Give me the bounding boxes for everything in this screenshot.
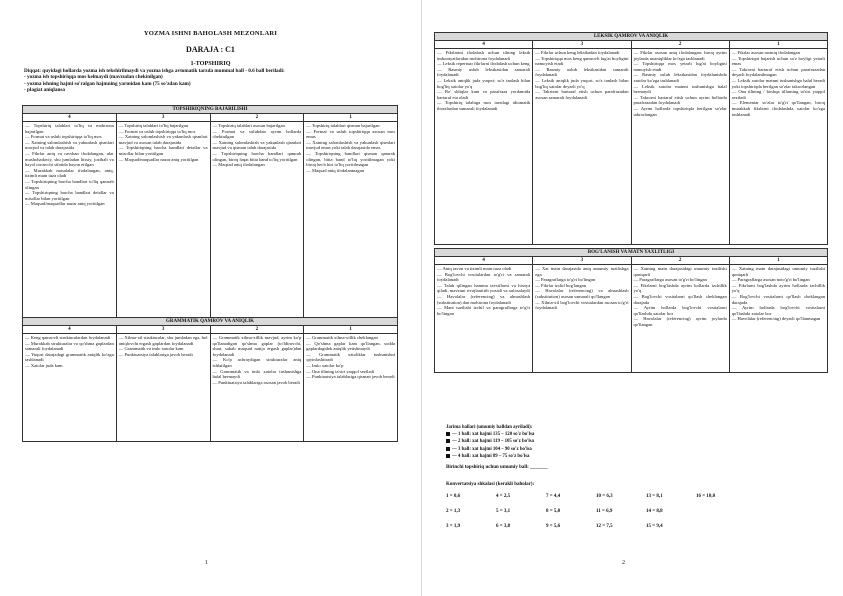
bullet-square-icon xyxy=(446,432,450,436)
criterion-item: — Murakkab masalalar ifodalangan, aniq, tizimli matn tuza oladi xyxy=(25,167,114,179)
criterion-item: — Elementar so'zlar to'g'ri qo'llangan, biroq murakkab fikrlarni ifodalashda xatolar ko'zga tashlanadi xyxy=(731,100,825,117)
criterion-item: — Topshiriq talablari qisman bajarilgan xyxy=(306,123,380,128)
criteria-cell xyxy=(304,122,398,322)
criterion-item: — Format va uslub topshiriqqa to'liq mos xyxy=(118,128,196,134)
score-column-header: 2 xyxy=(631,257,729,265)
criterion-item: — Fikrlar asosan aniq ifodalangan: biroq ayrim joylarda noaniqliklar ko'zga tashlanadi xyxy=(633,50,727,61)
criteria-cell xyxy=(23,122,117,322)
score-column-header: 2 xyxy=(210,114,304,122)
page-number: 2 xyxy=(622,560,625,566)
score-column-header: 1 xyxy=(304,114,398,122)
score-column-header: 3 xyxy=(533,41,631,49)
criterion-item: — Grammatik xilma-xillik mavjud, ayrim ko'p qo'llanadigan qo'shma gaplar (to'ldiruvchi, shart, sabab maqsad natija ergash gaplar)dan foydalanadi xyxy=(212,335,302,357)
criterion-item: — Mant tuzilishi izchil va paragraflarga to'g'ri bo'lingan xyxy=(437,305,531,316)
bullet-square-icon xyxy=(446,454,450,458)
conversion-entry: 7 = 4,4 xyxy=(546,494,561,499)
criterion-item: — Ayrim hollarda bog'lovchi vositalarni qo'llashda xatolar bor xyxy=(633,305,727,316)
table-heading: LEKSIK QAMROV VA ANIQLIK xyxy=(435,33,828,41)
conversion-entry: 13 = 8,1 xyxy=(646,494,663,499)
criterion-item: — Xatning matn darajasidagi umumiy tuzilishi qoniqarli xyxy=(633,266,727,277)
criterion-item: — Xatning salomlashish va yakunlash qismlari mavjud emas yoki talab darajasida emas xyxy=(306,139,395,151)
criteria-cell xyxy=(210,334,304,442)
document-page-1 xyxy=(0,0,421,596)
criterion-item: — Yuqori darajadagi grammatik aniqlik ko'zga tashlanadi xyxy=(25,351,114,363)
criterion-item: — Format va uslub topshiriqqa asosan mos emas xyxy=(306,128,395,140)
conversion-entry: 1 = 0,6 xyxy=(446,494,461,499)
penalty-item: — 1 ball: xat hajmi 135 – 120 so'z bo'lsa xyxy=(446,431,534,438)
conversion-entry: 6 = 3,8 xyxy=(496,524,511,529)
conversion-entry: 10 = 6,3 xyxy=(596,494,613,499)
criterion-item: — Bog'lovchi vositalarni qo'llash cheklangan darajada xyxy=(731,293,825,305)
table-heading: GRAMMATIK QAMROV VA ANIQLIK xyxy=(23,318,398,326)
criterion-item: — Qo'shma gaplar kam qo'llangan, sodda gaplardagidek aniqlik yetishmaydi xyxy=(306,340,395,352)
criterion-item: — Punktuatsiya talablariga javob beradi xyxy=(118,351,193,357)
criterion-item: — Ayrim hollarda bog'lovchi vositalarni qo'llashda xatolar bor xyxy=(731,305,825,316)
criterion-item: — Fikrlar uchun keng leksikadan foydalanadi xyxy=(535,50,620,55)
conversion-entry: 16 = 10,0 xyxy=(696,494,716,499)
criterion-item: — Topshiriqning barcha bandlari detallar va misollar bilan yoritilgan xyxy=(118,145,208,156)
criterion-item: — Ayrim hollarda topshiriqda berilgan so'zlar takrorlangan xyxy=(633,105,727,117)
criteria-cell xyxy=(435,49,533,245)
criterion-item: — Xatning salomlashish va yakunlash qismlari mavjud va qisman talab darajasida xyxy=(212,139,302,151)
criteria-cell xyxy=(23,334,117,442)
grammar-table xyxy=(22,317,398,442)
conversion-entry: 8 = 5,0 xyxy=(546,509,561,514)
table-heading: BOG'LANISH VA MATN YAXLITLIGI xyxy=(435,249,828,257)
criterion-item: — Leksik aniqlik juda yuqori, so'z tanlash bilan bog'liq xatolar deyarli yo'q xyxy=(535,77,629,89)
criterion-item: — Aniq ravon va tizimli matn tuza oladi xyxy=(437,266,512,271)
table-heading: TOPSHIRIQNING BAJARILISHI xyxy=(23,106,398,114)
criterion-item: — Topshiriqning barcha bandlari qamrab olingan, biroq faqat bitta band to'liq yoritilgan xyxy=(212,150,302,162)
criterion-item: — Maqsad aniq ifodalanmagan xyxy=(306,167,365,173)
criterion-item: — Ona tilining ta'siri yaqqol seziladi xyxy=(306,368,375,374)
page-number: 1 xyxy=(205,560,208,566)
criterion-item: — Ona tilining / boshqa tillarning ta'siri yaqqol seziladi xyxy=(731,89,825,100)
criterion-item: — Talab qilingan hamma tavsiflarni va hisoya qiladi, mavzuni rivojlantirib yozadi va xulosalaydi xyxy=(437,282,531,294)
criterion-item: — Leksik repertuar fikrlarni ifodalash uchun keng xyxy=(437,61,530,67)
penalty-title: Jarima ballari (umumiy balldan ayriladi): xyxy=(446,425,533,430)
criteria-cell xyxy=(210,122,304,322)
criterion-item: — Topshiriqning barcha bandlari to'liq qamrab olingan xyxy=(25,178,114,190)
conversion-title: Konvertatsiya shkalasi (kerakli baholar): xyxy=(446,482,535,487)
score-column-header: 2 xyxy=(631,41,729,49)
criterion-item: — Grammatik xilma-xillik cheklangan xyxy=(306,335,378,340)
lexical-table xyxy=(434,32,828,245)
criterion-item: — Xilma-xil bog'lovchi vositalardan asosan to'g'ri foydalanadi xyxy=(535,299,629,311)
cohesion-table xyxy=(434,248,828,373)
criterion-item: — Leksik xatolar matnni tushunishga halal beradi yoki topshiriqda berilgan so'zlar takrorlangan xyxy=(731,77,825,89)
level-heading: DARAJA : C1 xyxy=(186,45,235,54)
criterion-item: — Fikrlar asosan noaniq ifodalangan xyxy=(731,50,800,55)
criterion-item: — Maqsad/maqsadlar nazar aniq yoritilgan xyxy=(25,201,105,207)
criterion-item: — Havolalar (referencing) va almashlash (substitution) asosan samarali qo'llangan xyxy=(535,288,629,299)
criterion-item: — Topshiriqqa mos yetarli lug'at boyligini namoyish etadi xyxy=(633,61,727,72)
conversion-entry: 14 = 8,8 xyxy=(646,509,663,514)
criteria-cell xyxy=(116,334,210,442)
criterion-item: — Takrorni bartaraf etish uchun parafrazadan asosan samarali foydalanadi xyxy=(535,89,629,100)
criterion-item: — Xatning salomlashish va yakunlash qismlari mavjud va talab darajasida xyxy=(25,139,114,151)
criterion-item: — Xatning salomlashish va yakunlash qismlari mavjud va asosan talab darajasida xyxy=(118,134,208,145)
conversion-entry xyxy=(696,524,746,529)
document-page-2 xyxy=(422,0,843,596)
score-column-header: 3 xyxy=(116,114,210,122)
conversion-scale xyxy=(446,494,746,529)
criterion-item: — Takrorni bartaraf etish uchun parafrazadan deyarli foydalanilmagan xyxy=(731,66,825,78)
criterion-item: — Fikrlar izchil bog'langan xyxy=(535,282,586,288)
task-completion-table xyxy=(22,105,398,322)
conversion-entry: 2 = 1,3 xyxy=(446,509,461,514)
criterion-item: — Punktuatsiya talablariga asosan javob beradi xyxy=(212,379,300,385)
criterion-item: — Topshiriq talablari to'liq va mohirona bajarilgan xyxy=(25,123,114,134)
conversion-entry: 9 = 5,6 xyxy=(546,524,561,529)
conversion-entry: 15 = 9,4 xyxy=(646,524,663,529)
criterion-item: — Keng qamrovli strukturalardan foydalanadi xyxy=(25,335,111,340)
score-column-header: 4 xyxy=(23,326,117,334)
criterion-item: — Format va uslub topshiriqqa to'liq mos xyxy=(25,134,102,140)
criterion-item: — Paragraflarga to'g'ri bo'lingan xyxy=(535,277,596,283)
criterion-item: — Murakkab strukturalar va qo'shma gaplardan samarali foydalanadi xyxy=(25,340,114,352)
conversion-entry: 4 = 2,5 xyxy=(496,494,511,499)
criteria-cell xyxy=(435,265,533,373)
instruction-line: Diqqat: quyidagi hollarda yozma ish tekshirilmaydi va yozma ishga avtomatik tarzda mummal ball - 0.6 ball beriladi: xyxy=(24,68,285,74)
criterion-item: — Leksik aniqlik juda yuqori; so'z tanlash bilan bog'liq xatolar yo'q xyxy=(437,77,531,89)
criterion-item: — Topshiriq talablari asosan bajarilgan xyxy=(212,123,285,128)
criterion-item: — Paragraflarga asosan noto'g'ri bo'lingan xyxy=(731,277,810,283)
criterion-item: — Bog'lovchi vositalarni qo'llash cheklangan darajada xyxy=(633,293,727,305)
criterion-item: — Fikrlarni bog'lashda ayrim hollarda izchillik yo'q xyxy=(633,282,727,294)
instruction-line: - yozma ishning hajmi so'ralgan hajmning yarmidan kam (75 so'zdan kam) xyxy=(24,80,191,87)
bullet-square-icon xyxy=(446,447,450,451)
score-column-header: 4 xyxy=(435,257,533,265)
criterion-item: — Topshiriqqa mos keng qamrovli lug'at boyligini namoyish etadi xyxy=(535,55,629,67)
criterion-item: — Fikrlarini ifodalash uchun tilning leksik imkoniyatlaridan mohirona foydalanadi xyxy=(437,50,531,61)
criterion-item: — Grammatik va imlo xatolar tushunishga halal bermaydi xyxy=(212,368,302,380)
criterion-item: — Ko'p uchraydigan strukturalar aniq ishlatilgan xyxy=(212,357,302,368)
instructions-block xyxy=(24,68,394,94)
criterion-item: — Topshiriqning barcha bandlari detallar va misollar bilan yoritilgan xyxy=(25,190,114,201)
criterion-item: — Havolalar (referencing) ayrim joylarda qo'llangan xyxy=(633,316,727,327)
criterion-item: — Rasmiy uslub leksikasidan samarali foydalanadi xyxy=(535,66,629,78)
criterion-item: — Bog'lovchi vositalardan to'g'ri va samarali foydalanadi xyxy=(437,271,531,283)
score-column-header: 4 xyxy=(23,114,117,122)
criterion-item: — Xat matn darajasida aniq umumiy tuzilishga ega xyxy=(535,266,629,277)
criterion-item: — Grammatik va imlo xatolar kam xyxy=(118,346,184,352)
score-column-header: 4 xyxy=(435,41,533,49)
score-column-header: 3 xyxy=(533,257,631,265)
criteria-cell xyxy=(729,265,827,373)
conversion-entry: 12 = 7,5 xyxy=(596,524,613,529)
score-column-header: 2 xyxy=(210,326,304,334)
conversion-entry: 5 = 3,1 xyxy=(496,509,511,514)
penalty-item: — 2 ball: xat hajmi 119 – 105 so'z bo'lsa xyxy=(446,438,534,445)
task-heading: 1-TOPSHIRIQ xyxy=(190,60,231,67)
instruction-line: - yozma ish topshiriqqa mos kelmaydi (mavzudan chekinilgan) xyxy=(24,74,163,81)
criteria-cell xyxy=(631,49,729,245)
criteria-cell xyxy=(304,334,398,442)
criterion-item: — Xatning matn darajasidagi umumiy tuzilishi qoniqarli xyxy=(731,266,825,277)
criterion-item: — Imlo xatolar ko'p xyxy=(306,362,344,368)
total-score-label: Birinchi topshiriq uchun umumiy ball: _______ xyxy=(446,465,548,470)
score-column-header: 3 xyxy=(116,326,210,334)
criterion-item: — Havolalar (referencing) deyarli qo'llanmagan xyxy=(731,316,821,322)
penalty-item: — 4 ball: xat hajmi 89 – 75 so'z bo'lsa xyxy=(446,453,534,460)
bullet-square-icon xyxy=(446,439,450,443)
criterion-item: — Bo' shliqlar kam va parafraza yordamida bartaraf eta oladi xyxy=(437,89,531,100)
criterion-item: — Format va uslubdan ayrim hollarda chekinilgan xyxy=(212,128,302,140)
criterion-item: — Rasmiy uslub leksikasidan foydalanishda xatolar ko'zga tashlanadi xyxy=(633,72,727,83)
criterion-item: — Takrorni bartaraf etish uchun ayrim hollarda parafrazadan foydalanadi xyxy=(633,94,727,106)
criterion-item: — Maqsad aniq ifodalangan xyxy=(212,162,265,168)
criterion-item: — Topshiriq talablari to'liq bajarilgan xyxy=(118,123,189,128)
criterion-item: — Rasmiy uslub leksikasidan samarali foydalanadi xyxy=(437,66,531,78)
criterion-item: — Punktuatsiya talablariga qisman javob beradi xyxy=(306,374,395,380)
criteria-cell xyxy=(533,265,631,373)
criteria-cell xyxy=(116,122,210,322)
score-column-header: 1 xyxy=(304,326,398,334)
score-column-header: 1 xyxy=(729,257,827,265)
criterion-item: — Topshiriqning bandlari qisman qamrab olingan, bitta band to'liq yoritilmagan yoki biroq hech biri to'liq yoritilmagan xyxy=(306,150,395,168)
criterion-item: — Grammatik xatoliklar tushunishni qiyinlashtiradi xyxy=(306,351,395,363)
document-title: YOZMA ISHNI BAHOLASH MEZONLARI xyxy=(143,30,278,37)
criterion-item: — Fikrlarni bog'lashda ayrim hollarda izchillik yo'q xyxy=(731,282,825,294)
criterion-item: — Leksik xatolar matnni tushunishga halal bermaydi xyxy=(633,83,727,95)
criteria-cell xyxy=(533,49,631,245)
conversion-entry: 11 = 6,9 xyxy=(596,509,613,514)
criterion-item: — Xilma-xil strukturalar, shu jumladan ega, hol aniqlovchi ergash gaplardan foydalanadi xyxy=(118,335,208,346)
conversion-entry: 3 = 1,9 xyxy=(446,524,461,529)
criteria-cell xyxy=(631,265,729,373)
penalty-item: — 3 ball: xat hajmi 104 – 90 so'z bo'lsa xyxy=(446,446,534,453)
criterion-item: — Havolalar (referencing) va almashlash (substitution) dan mohirona foydalanadi xyxy=(437,293,531,305)
criterion-item: — Xatolar juda kam xyxy=(25,362,63,368)
conversion-entry xyxy=(696,509,746,514)
criterion-item: — Topshiriqni bajarish uchun so'z boyligi yetarli emas xyxy=(731,55,825,67)
criterion-item: — Fikrlar aniq va ravshan ifodalangan, ular mushohadaviy, shu jumladan hissiy, jozibali va hayol tortuvchi sifatida bayon etilgan xyxy=(25,150,114,168)
penalty-legend xyxy=(446,424,534,460)
criterion-item: — Maqsad/maqsadlar nazar aniq yoritilgan xyxy=(118,156,199,162)
criteria-cell xyxy=(729,49,827,245)
criterion-item: — Topshiriq talabiga mos tarzdagi idiomatik iboralardan samarali foydalanadi xyxy=(437,100,531,111)
instruction-line: - plagiat aniqlansa xyxy=(24,87,65,94)
criterion-item: — Paragraflarga asosan to'g'ri bo'lingan xyxy=(633,277,707,283)
score-column-header: 1 xyxy=(729,41,827,49)
